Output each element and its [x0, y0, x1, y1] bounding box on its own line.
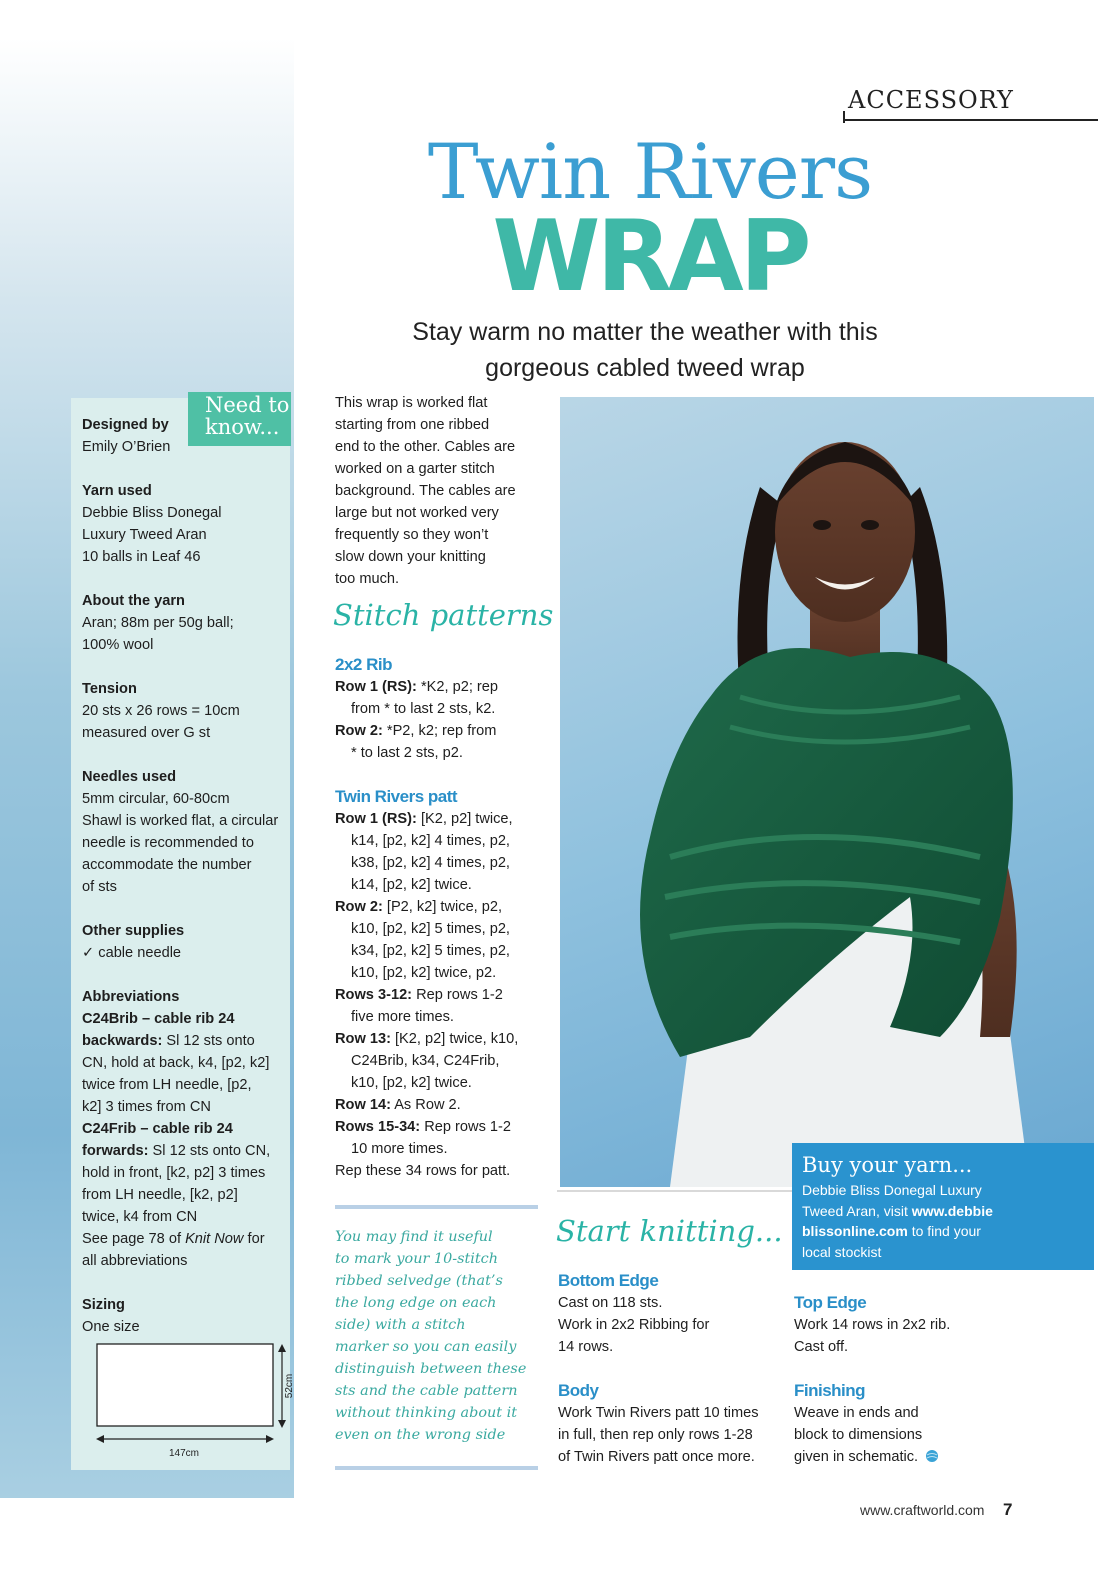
- model-illustration: [560, 397, 1094, 1187]
- bottom-edge-line: Cast on 118 sts.: [558, 1295, 663, 1311]
- row-text: *K2, p2; rep: [416, 679, 499, 695]
- row-text: [P2, k2] twice, p2,: [382, 899, 503, 915]
- stitch-patterns-heading: Stitch patterns: [333, 598, 554, 632]
- finishing-line: Weave in ends and: [794, 1405, 919, 1421]
- row-text: k10, [p2, k2] twice, p2.: [351, 965, 497, 981]
- top-edge-line: Cast off.: [794, 1339, 849, 1355]
- tip-rule-top: [335, 1205, 538, 1209]
- yarn-used-block: [82, 480, 287, 568]
- tip-line: ribbed selvedge (that’s: [335, 1273, 503, 1289]
- section-tag-rule: [843, 119, 1098, 121]
- needles-line: of sts: [82, 879, 117, 895]
- row-text: [K2, p2] twice,: [416, 811, 513, 827]
- row-text: * to last 2 sts, p2.: [351, 745, 463, 761]
- arrow-head-icon: [96, 1435, 104, 1443]
- tension-block: [82, 678, 287, 744]
- intro-line: large but not worked very: [335, 505, 499, 521]
- tip-line: marker so you can easily: [335, 1339, 517, 1355]
- row-label: Row 13:: [335, 1031, 391, 1047]
- start-knitting-heading: Start knitting...: [556, 1214, 783, 1248]
- tip-rule-bottom: [335, 1466, 538, 1470]
- tip-line: side) with a stitch: [335, 1317, 466, 1333]
- arrow-head-icon: [278, 1420, 286, 1428]
- row-text: five more times.: [351, 1009, 454, 1025]
- badge-line1: Need to: [205, 393, 290, 417]
- row-text: k14, [p2, k2] 4 times, p2,: [351, 833, 510, 849]
- abbrev-text: Sl 12 sts onto CN,: [148, 1143, 271, 1159]
- row-text: k38, [p2, k2] 4 times, p2,: [351, 855, 510, 871]
- sizing-label: Sizing: [82, 1297, 125, 1313]
- about-yarn-label: About the yarn: [82, 593, 185, 609]
- abbrev-see-text: for: [243, 1231, 265, 1247]
- finishing-section: [794, 1380, 1024, 1468]
- intro-line: frequently so they won’t: [335, 527, 489, 543]
- page-number: 7: [1003, 1500, 1013, 1519]
- top-edge-section: [794, 1292, 1024, 1358]
- row-label: Row 2:: [335, 723, 383, 739]
- abbreviations-block: [82, 986, 287, 1272]
- designed-by-value: Emily O’Brien: [82, 439, 171, 455]
- needles-line: accommodate the number: [82, 857, 252, 873]
- tip-line: without thinking about it: [335, 1405, 518, 1421]
- model-photo: [560, 397, 1094, 1187]
- rib-pattern: [335, 654, 545, 764]
- row-text: [K2, p2] twice, k10,: [390, 1031, 519, 1047]
- about-yarn-line: Aran; 88m per 50g ball;: [82, 615, 234, 631]
- row-text: C24Brib, k34, C24Frib,: [351, 1053, 500, 1069]
- title-line1: Twin Rivers: [427, 127, 873, 216]
- intro-paragraph: [335, 392, 545, 590]
- buy-box-text: Tweed Aran, visit: [802, 1202, 912, 1219]
- body-line: of Twin Rivers patt once more.: [558, 1449, 755, 1465]
- abbrev-text: twice, k4 from CN: [82, 1209, 198, 1225]
- intro-line: This wrap is worked flat: [335, 395, 488, 411]
- bottom-edge-line: 14 rows.: [558, 1339, 614, 1355]
- top-edge-line: Work 14 rows in 2x2 rib.: [794, 1317, 951, 1333]
- row-label: Row 14:: [335, 1097, 391, 1113]
- designed-by-block: [82, 414, 287, 458]
- body-heading: Body: [558, 1381, 599, 1400]
- intro-line: slow down your knitting: [335, 549, 486, 565]
- finishing-line: given in schematic.: [794, 1449, 919, 1465]
- buy-box-body: [802, 1180, 1084, 1262]
- title-line2: WRAP: [492, 200, 808, 314]
- needles-line: needle is recommended to: [82, 835, 254, 851]
- designed-by-label: Designed by: [82, 417, 169, 433]
- row-text: k10, [p2, k2] 5 times, p2,: [351, 921, 510, 937]
- top-edge-heading: Top Edge: [794, 1293, 867, 1312]
- buy-box-line: local stockist: [802, 1243, 882, 1260]
- row-text: from * to last 2 sts, k2.: [351, 701, 496, 717]
- abbrev-see-text: all abbreviations: [82, 1253, 188, 1269]
- magazine-name: Knit Now: [185, 1231, 244, 1247]
- tip-text: [335, 1226, 540, 1446]
- needles-block: [82, 766, 287, 898]
- schematic-rectangle: [97, 1344, 273, 1426]
- buy-box-text: to find your: [907, 1223, 981, 1239]
- abbrev-text: CN, hold at back, k4, [p2, k2]: [82, 1055, 270, 1071]
- row-label: Row 1 (RS):: [335, 679, 417, 695]
- footer-url: www.craftworld.com: [860, 1502, 985, 1518]
- row-text: Rep rows 1-2: [420, 1119, 512, 1135]
- section-tag: ACCESSORY: [848, 86, 1014, 114]
- finishing-heading: Finishing: [794, 1381, 866, 1400]
- abbrev-text: twice from LH needle, [p2,: [82, 1077, 252, 1093]
- row-text: *P2, k2; rep from: [382, 723, 497, 739]
- tip-line: even on the wrong side: [335, 1427, 506, 1443]
- needles-line: 5mm circular, 60-80cm: [82, 791, 230, 807]
- schematic-height-label: 52cm: [284, 1373, 295, 1399]
- row-text: Rep these 34 rows for patt.: [335, 1163, 511, 1179]
- abbrev-see-text: See page 78 of: [82, 1231, 186, 1247]
- tip-line: the long edge on each: [335, 1295, 497, 1311]
- intro-line: end to the other. Cables are: [335, 439, 516, 455]
- row-label: Rows 15-34:: [335, 1119, 421, 1135]
- intro-line: background. The cables are: [335, 483, 516, 499]
- tip-line: distinguish between these: [335, 1361, 527, 1377]
- abbrev-text: k2] 3 times from CN: [82, 1099, 211, 1115]
- start-section-rule: [557, 1190, 792, 1192]
- abbrev-text: from LH needle, [k2, p2]: [82, 1187, 238, 1203]
- sizing-value: One size: [82, 1319, 140, 1335]
- intro-line: worked on a garter stitch: [335, 461, 495, 477]
- abbrev-term: C24Frib – cable rib 24: [82, 1121, 233, 1137]
- bottom-edge-line: Work in 2x2 Ribbing for: [558, 1317, 710, 1333]
- tip-line: sts and the cable pattern: [335, 1383, 518, 1399]
- supplies-block: [82, 920, 287, 964]
- tension-label: Tension: [82, 681, 137, 697]
- yarn-used-line: Debbie Bliss Donegal: [82, 505, 222, 521]
- needles-label: Needles used: [82, 769, 177, 785]
- abbrev-term: C24Brib – cable rib 24: [82, 1011, 235, 1027]
- arrow-head-icon: [278, 1344, 286, 1352]
- about-yarn-line: 100% wool: [82, 637, 154, 653]
- body-line: in full, then rep only rows 1-28: [558, 1427, 753, 1443]
- abbreviations-label: Abbreviations: [82, 989, 180, 1005]
- abbrev-text: hold in front, [k2, p2] 3 times: [82, 1165, 266, 1181]
- row-label: Row 2:: [335, 899, 383, 915]
- tip-line: to mark your 10-stitch: [335, 1251, 498, 1267]
- tension-line: 20 sts x 26 rows = 10cm: [82, 703, 240, 719]
- intro-line: too much.: [335, 571, 400, 587]
- row-label: Rows 3-12:: [335, 987, 413, 1003]
- about-yarn-block: [82, 590, 287, 656]
- buy-box-link[interactable]: blissonline.com: [802, 1223, 908, 1239]
- finishing-line: block to dimensions: [794, 1427, 923, 1443]
- intro-line: starting from one ribbed: [335, 417, 490, 433]
- schematic-width-label: 147cm: [168, 1448, 200, 1459]
- arrow-head-icon: [266, 1435, 274, 1443]
- bottom-edge-section: [558, 1270, 788, 1358]
- yarn-used-label: Yarn used: [82, 483, 152, 499]
- twin-rivers-heading: Twin Rivers patt: [335, 787, 458, 806]
- body-section: [558, 1380, 788, 1468]
- tension-line: measured over G st: [82, 725, 211, 741]
- abbrev-term: backwards:: [82, 1033, 163, 1049]
- tip-line: You may find it useful: [335, 1229, 493, 1245]
- supplies-label: Other supplies: [82, 923, 185, 939]
- body-line: Work Twin Rivers patt 10 times: [558, 1405, 759, 1421]
- row-label: Row 1 (RS):: [335, 811, 417, 827]
- buy-box-line: Debbie Bliss Donegal Luxury: [802, 1182, 982, 1198]
- supplies-line: ✓ cable needle: [82, 945, 182, 961]
- row-text: k14, [p2, k2] twice.: [351, 877, 472, 893]
- row-text: Rep rows 1-2: [412, 987, 503, 1003]
- row-text: 10 more times.: [351, 1141, 448, 1157]
- abbrev-text: Sl 12 sts onto: [162, 1033, 255, 1049]
- row-text: k34, [p2, k2] 5 times, p2,: [351, 943, 510, 959]
- buy-box-link[interactable]: www.debbie: [911, 1202, 993, 1219]
- buy-your-yarn-box: [792, 1143, 1094, 1270]
- badge-line2: know...: [205, 415, 280, 439]
- yarn-ball-icon: [925, 1449, 939, 1463]
- needles-line: Shawl is worked flat, a circular: [82, 813, 279, 829]
- buy-box-title: Buy your yarn...: [802, 1153, 973, 1177]
- yarn-used-line: Luxury Tweed Aran: [82, 527, 207, 543]
- bottom-edge-heading: Bottom Edge: [558, 1271, 659, 1290]
- size-schematic: [92, 1340, 295, 1470]
- twin-rivers-pattern: [335, 786, 550, 1182]
- rib-heading: 2x2 Rib: [335, 655, 392, 674]
- yarn-used-line: 10 balls in Leaf 46: [82, 549, 201, 565]
- row-text: As Row 2.: [390, 1097, 461, 1113]
- row-text: k10, [p2, k2] twice.: [351, 1075, 472, 1091]
- sizing-block: [82, 1294, 287, 1338]
- subtitle: Stay warm no matter the weather with this gorgeous cabled tweed wrap: [412, 318, 878, 382]
- abbrev-term: forwards:: [82, 1143, 149, 1159]
